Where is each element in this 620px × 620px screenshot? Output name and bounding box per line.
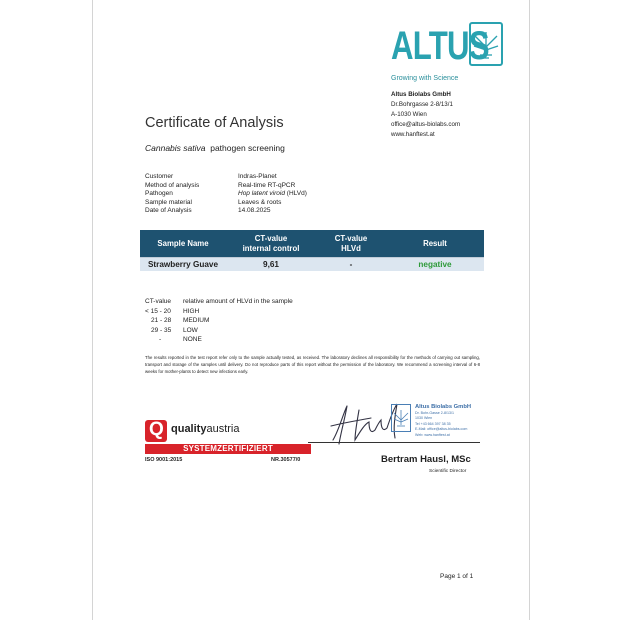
certificate-number: NR.30577/0 — [271, 457, 301, 463]
header-ct-internal-line2: internal control — [242, 243, 300, 253]
company-address — [391, 90, 460, 140]
stamp-line: Tel +43 664 397 38 35 — [415, 421, 451, 426]
header-ct-hlvd — [316, 234, 386, 253]
disclaimer-text: The results reported in the test report refer only to the sample actually tested, as received. The laboratory declines all responsibility for the methods of carrying out sampling, transport and storage of the samples until delivery. Do not reproduce parts of this report without the permission of the laboratory. We recommend a screening interval of 6-8 weeks for mother-plants to detect new infections early. — [145, 355, 480, 375]
company-web: www.hanftest.at — [391, 131, 435, 138]
header-sample-name: Sample Name — [157, 239, 209, 248]
info-row-pathogen — [145, 190, 307, 199]
cell-result: negative — [418, 260, 452, 269]
iso-standard: ISO 9001:2015 — [145, 457, 183, 463]
legend-header-value: relative amount of HLVd in the sample — [183, 298, 293, 305]
subtitle-species: Cannabis sativa — [145, 143, 206, 153]
certified-bar: SYSTEMZERTIFIZIERT — [145, 444, 311, 454]
header-ct-internal-line1: CT-value — [254, 234, 288, 243]
signer-name: Bertram Hausl, MSc — [381, 454, 471, 465]
legend-row — [145, 335, 293, 345]
company-stamp — [391, 404, 491, 444]
analysis-info — [145, 173, 307, 216]
legend-level: MEDIUM — [183, 317, 210, 325]
stamp-company: Altus Biolabs GmbH — [415, 404, 472, 410]
legend-row — [145, 307, 293, 317]
quality-q-icon: Q — [145, 420, 167, 442]
page-number: Page 1 of 1 — [440, 573, 474, 580]
header-ct-hlvd-line1: CT-value — [334, 234, 368, 243]
stamp-leaf-icon — [391, 404, 411, 432]
ct-legend — [145, 297, 293, 345]
results-table — [140, 230, 484, 271]
legend-range: - — [159, 336, 162, 344]
quality-brand-light: austria — [206, 423, 240, 435]
quality-brand-bold: quality — [171, 423, 207, 435]
certificate-page — [92, 0, 530, 620]
legend-range: 21 - 28 — [151, 317, 172, 325]
stamp-line: 1030 Wien — [415, 416, 433, 421]
company-address-line1: Dr.Bohrgasse 2-8/13/1 — [391, 101, 453, 108]
stamp-line: Web: www.hanftest.at — [415, 432, 450, 437]
table-row — [140, 257, 484, 271]
info-key: Method of analysis — [145, 181, 200, 189]
info-value — [238, 190, 307, 199]
info-key: Date of Analysis — [145, 207, 192, 215]
header-result: Result — [423, 239, 447, 248]
info-key: Customer — [145, 173, 174, 180]
company-address-line2: A-1030 Wien — [391, 111, 427, 118]
logo-tagline: Growing with Science — [391, 75, 459, 82]
info-row-method — [145, 182, 307, 191]
info-row-date — [145, 207, 307, 216]
info-value: Indras-Planet — [238, 173, 277, 180]
info-value: Leaves & roots — [238, 198, 282, 206]
info-key: Sample material — [145, 198, 192, 206]
cell-ct-hlvd: - — [349, 260, 353, 269]
document-title: Certificate of Analysis — [145, 115, 284, 131]
header-ct-internal — [226, 234, 316, 253]
stamp-line: Dr. Bohr-Gasse 2-8/13/1 — [415, 411, 454, 415]
quality-brand — [171, 423, 239, 435]
legend-range: < 15 - 20 — [145, 307, 171, 315]
legend-level: LOW — [183, 326, 198, 334]
pathogen-name: Hop latent viroid — [238, 190, 285, 198]
cell-ct-internal: 9,61 — [263, 260, 279, 269]
header-ct-hlvd-line2: HLVd — [341, 243, 361, 253]
info-row-sample-material — [145, 199, 307, 208]
legend-header-key: CT-value — [145, 298, 172, 305]
cell-sample-name: Strawberry Guave — [147, 260, 219, 269]
info-value: Real-time RT-qPCR — [238, 181, 296, 189]
info-key: Pathogen — [145, 190, 173, 198]
stamp-text — [415, 404, 471, 438]
signature-line — [308, 442, 480, 443]
legend-header — [145, 297, 293, 307]
company-name: Altus Biolabs GmbH — [391, 91, 451, 98]
document-subtitle — [145, 143, 285, 153]
legend-range: 29 - 35 — [151, 326, 172, 334]
stamp-line: E-Mail: office@altus-biolabs.com — [415, 427, 468, 432]
info-value: 14.08.2025 — [238, 207, 271, 215]
info-row-customer — [145, 173, 307, 182]
logo-wordmark: ALTUS — [391, 24, 489, 68]
legend-row — [145, 316, 293, 326]
company-email: office@altus-biolabs.com — [391, 121, 461, 128]
table-header — [140, 230, 484, 257]
signer-role: Scientific Director — [429, 469, 467, 474]
pathogen-abbrev: (HLVd) — [286, 190, 307, 198]
subtitle-rest: pathogen screening — [210, 143, 285, 153]
legend-row — [145, 326, 293, 336]
legend-level: NONE — [183, 336, 202, 344]
leaf-icon — [469, 22, 503, 66]
legend-level: HIGH — [183, 307, 200, 315]
altus-logo — [391, 20, 509, 78]
